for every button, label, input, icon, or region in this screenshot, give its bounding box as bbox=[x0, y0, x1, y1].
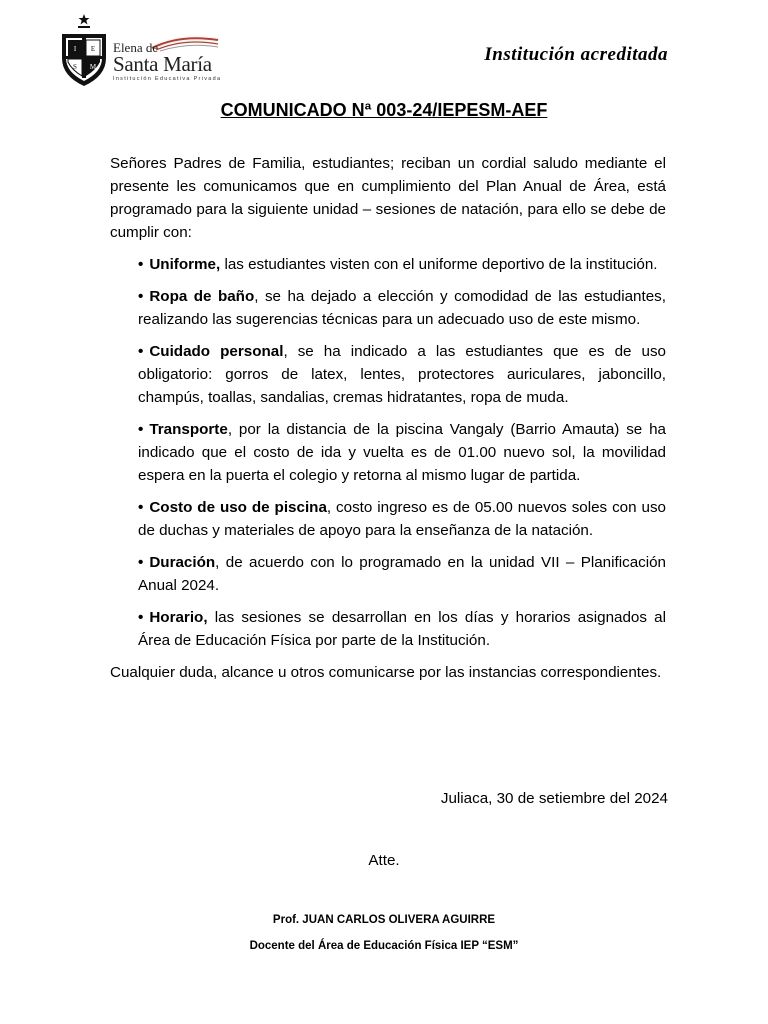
bullet-icon: • bbox=[138, 609, 144, 626]
svg-text:S: S bbox=[73, 63, 77, 71]
school-logo bbox=[58, 12, 258, 92]
bullet-icon: • bbox=[138, 499, 144, 516]
logo-name-line1: Elena de bbox=[113, 40, 159, 55]
list-item-cuidado-personal bbox=[138, 340, 666, 409]
atte-line: Atte. bbox=[368, 852, 400, 869]
bullet-icon: • bbox=[138, 288, 144, 305]
list-item-costo-piscina bbox=[138, 496, 666, 542]
list-item-ropa-de-bano bbox=[138, 285, 666, 331]
item-text: , por la distancia de la piscina Vangaly (Barrio Amauta) se ha indicado que el costo de ida y vuelta es de 01.00 nuevo sol, la movilidad espera en la puerta el colegio y retorna al mismo lugar de partida. bbox=[138, 421, 666, 484]
signature-role: Docente del Área de Educación Física IEP “ESM” bbox=[249, 940, 519, 952]
logo-name-line2: Santa María bbox=[113, 52, 212, 76]
bullet-icon: • bbox=[138, 256, 144, 273]
document-body bbox=[110, 152, 666, 684]
list-item-horario bbox=[138, 606, 666, 652]
logo-subtitle: Institución Educativa Privada bbox=[113, 76, 222, 82]
letterhead bbox=[58, 12, 668, 92]
item-text: las estudiantes visten con el uniforme deportivo de la institución. bbox=[220, 256, 658, 273]
signature-name: Prof. JUAN CARLOS OLIVERA AGUIRRE bbox=[272, 914, 496, 926]
intro-paragraph: Señores Padres de Familia, estudiantes; reciban un cordial saludo mediante el presente les comunicamos que en cumplimiento del Plan Anual de Área, está programado para la siguiente unidad – sesiones de natación, para ello se debe de cumplir con: bbox=[110, 155, 666, 241]
item-term: Transporte bbox=[149, 421, 228, 438]
bullet-icon: • bbox=[138, 421, 144, 438]
bullet-icon: • bbox=[138, 554, 144, 571]
item-text: , costo ingreso es de 05.00 nuevos soles con uso de duchas y materiales de apoyo para la enseñanza de la natación. bbox=[138, 499, 666, 539]
item-term: Ropa de baño bbox=[149, 288, 255, 305]
item-term: Duración bbox=[149, 554, 216, 571]
accreditation-text: Institución acreditada bbox=[484, 44, 668, 65]
document-title: COMUNICADO Nª 003-24/IEPESM-AEF bbox=[220, 100, 548, 120]
item-term: Uniforme, bbox=[149, 256, 221, 273]
item-text: , se ha dejado a elección y comodidad de las estudiantes, realizando las sugerencias técnicas para un adecuado uso de este mismo. bbox=[138, 288, 666, 328]
item-text: las sesiones se desarrollan en los días y horarios asignados al Área de Educación Física por parte de la Institución. bbox=[138, 609, 666, 649]
item-text: , de acuerdo con lo programado en la unidad VII – Planificación Anual 2024. bbox=[138, 554, 666, 594]
list-item-duracion bbox=[138, 551, 666, 597]
item-term: Costo de uso de piscina bbox=[149, 499, 327, 516]
closing-paragraph: Cualquier duda, alcance u otros comunicarse por las instancias correspondientes. bbox=[110, 664, 662, 681]
svg-text:M: M bbox=[89, 63, 97, 71]
bullet-icon: • bbox=[138, 343, 144, 360]
list-item-uniforme bbox=[138, 253, 666, 276]
requirements-list bbox=[110, 253, 666, 652]
svg-text:I: I bbox=[73, 45, 77, 53]
item-term: Cuidado personal bbox=[149, 343, 284, 360]
item-term: Horario, bbox=[149, 609, 208, 626]
item-text: , se ha indicado a las estudiantes que es de uso obligatorio: gorros de latex, lentes, protectores auriculares, jaboncillo, champús, toallas, sandalias, cremas hidratantes, ropa de muda. bbox=[138, 343, 667, 406]
svg-text:E: E bbox=[90, 45, 96, 53]
shield-emblem-icon bbox=[58, 12, 110, 90]
logo-swoosh-icon bbox=[150, 34, 220, 52]
date-line: Juliaca, 30 de setiembre del 2024 bbox=[440, 790, 668, 807]
list-item-transporte bbox=[138, 418, 666, 487]
